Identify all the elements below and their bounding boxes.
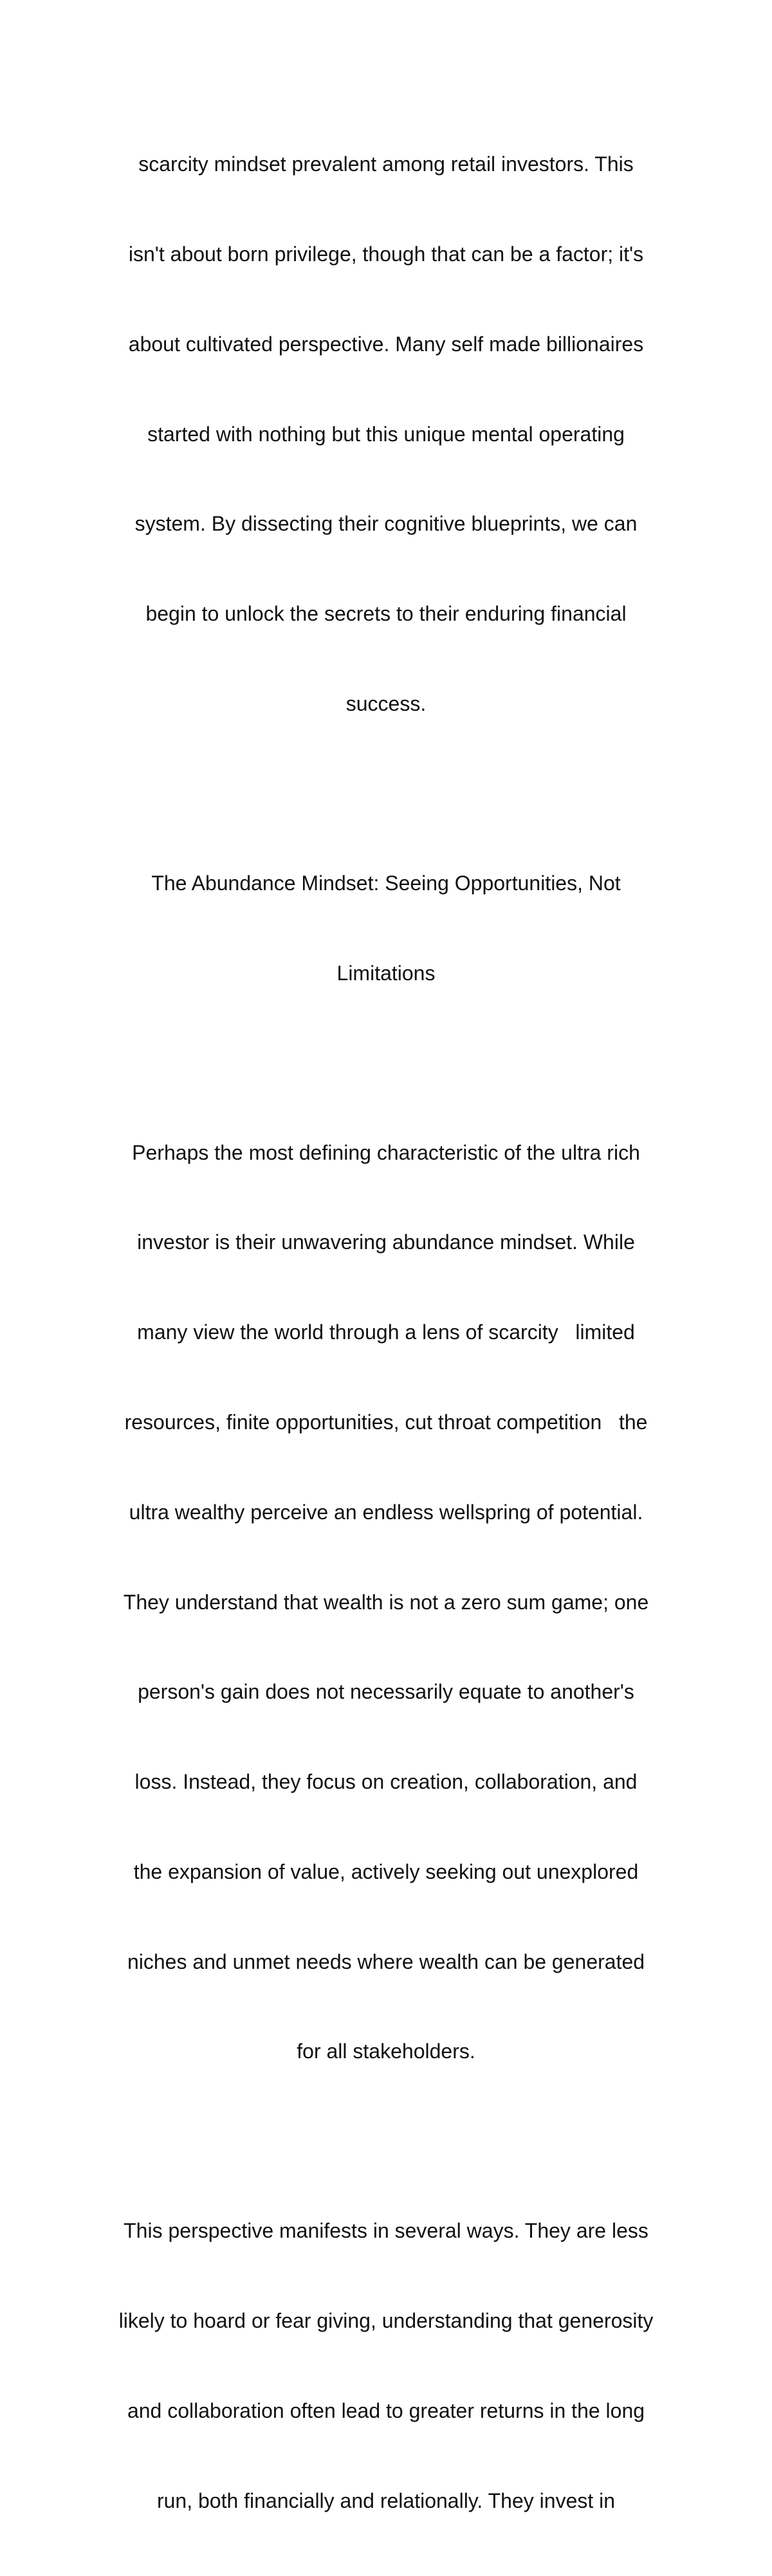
text-line: ultra wealthy perceive an endless wellspring of potential. bbox=[129, 1500, 643, 1524]
text-line: about cultivated perspective. Many self made billionaires bbox=[128, 332, 644, 356]
text-line: niches and unmet needs where wealth can be generated bbox=[127, 1950, 645, 1973]
text-line: person's gain does not necessarily equate to another's bbox=[138, 1680, 634, 1704]
text-line: likely to hoard or fear giving, understanding that generosity bbox=[118, 2309, 654, 2333]
text-line: Perhaps the most defining characteristic of the ultra rich bbox=[132, 1140, 640, 1164]
text-line: begin to unlock the secrets to their enduring financial bbox=[145, 602, 627, 626]
page-text bbox=[77, 89, 695, 2576]
text-line: started with nothing but this unique mental operating bbox=[147, 422, 625, 446]
text-line: scarcity mindset prevalent among retail investors. This bbox=[138, 152, 634, 176]
text-line: investor is their unwavering abundance mindset. While bbox=[137, 1230, 635, 1254]
paragraph-perspective-manifests bbox=[77, 2156, 695, 2575]
section-heading bbox=[77, 808, 695, 1048]
text-line: success. bbox=[345, 691, 427, 715]
text-line: many view the world through a lens of scarcity limited bbox=[137, 1320, 635, 1344]
text-line: for all stakeholders. bbox=[297, 2040, 475, 2063]
text-line: isn't about born privilege, though that can be a factor; it's bbox=[128, 242, 644, 266]
paragraph-abundance-mindset bbox=[77, 1077, 695, 2126]
paragraph-scarcity-intro bbox=[77, 89, 695, 779]
text-line: system. By dissecting their cognitive blueprints, we can bbox=[134, 512, 638, 536]
heading-line: Limitations bbox=[336, 961, 436, 985]
text-line: and collaboration often lead to greater returns in the long bbox=[127, 2398, 645, 2422]
text-line: This perspective manifests in several ways. They are less bbox=[124, 2219, 648, 2243]
heading-line: The Abundance Mindset: Seeing Opportunities, Not bbox=[151, 871, 621, 895]
text-line: resources, finite opportunities, cut throat competition the bbox=[124, 1410, 648, 1434]
text-line: the expansion of value, actively seeking out unexplored bbox=[133, 1859, 639, 1883]
text-line: They understand that wealth is not a zero sum game; one bbox=[123, 1590, 649, 1614]
text-line: loss. Instead, they focus on creation, collaboration, and bbox=[134, 1770, 638, 1794]
text-line: run, both financially and relationally. They invest in bbox=[156, 2489, 616, 2512]
